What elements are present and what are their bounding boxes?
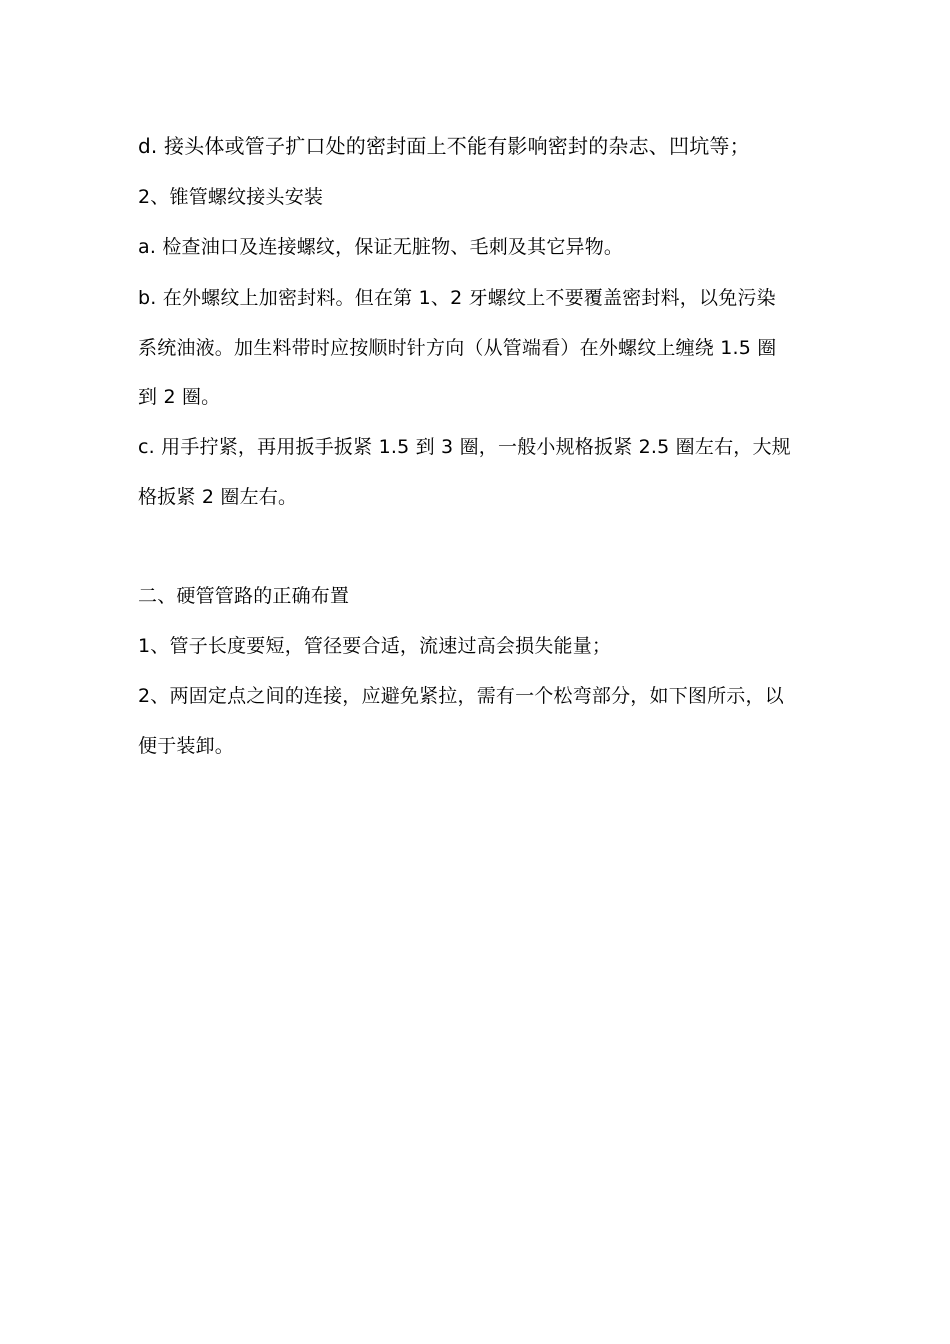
heading-tapered-thread-install: 2、锥管螺纹接头安装 xyxy=(138,186,324,208)
text-line-tighten-end: 格扳紧 2 圈左右。 xyxy=(138,486,298,508)
text-line-tape-wrap: 系统油液。加生料带时应按顺时针方向（从管端看）在外螺纹上缠绕 1.5 圈 xyxy=(138,337,777,359)
text-line-pipe-length: 1、管子长度要短，管径要合适，流速过高会损失能量； xyxy=(138,635,612,657)
text-line-sealing-surface: d. 接头体或管子扩口处的密封面上不能有影响密封的杂志、凹坑等； xyxy=(138,134,750,158)
text-line-fixed-points: 2、两固定点之间的连接，应避免紧拉，需有一个松弯部分，如下图所示，以 xyxy=(138,685,784,707)
text-line-check-port: a. 检查油口及连接螺纹，保证无脏物、毛刺及其它异物。 xyxy=(138,236,624,258)
text-line-fixed-points-end: 便于装卸。 xyxy=(138,735,235,757)
text-line-tighten: c. 用手拧紧，再用扳手扳紧 1.5 到 3 圈，一般小规格扳紧 2.5 圈左右，大规 xyxy=(138,436,791,458)
text-line-apply-sealant: b. 在外螺纹上加密封料。但在第 1、2 牙螺纹上不要覆盖密封料，以免污染 xyxy=(138,287,776,309)
section-heading-rigid-pipe-layout: 二、硬管管路的正确布置 xyxy=(138,585,350,607)
text-line-tape-wrap-end: 到 2 圈。 xyxy=(138,386,221,408)
